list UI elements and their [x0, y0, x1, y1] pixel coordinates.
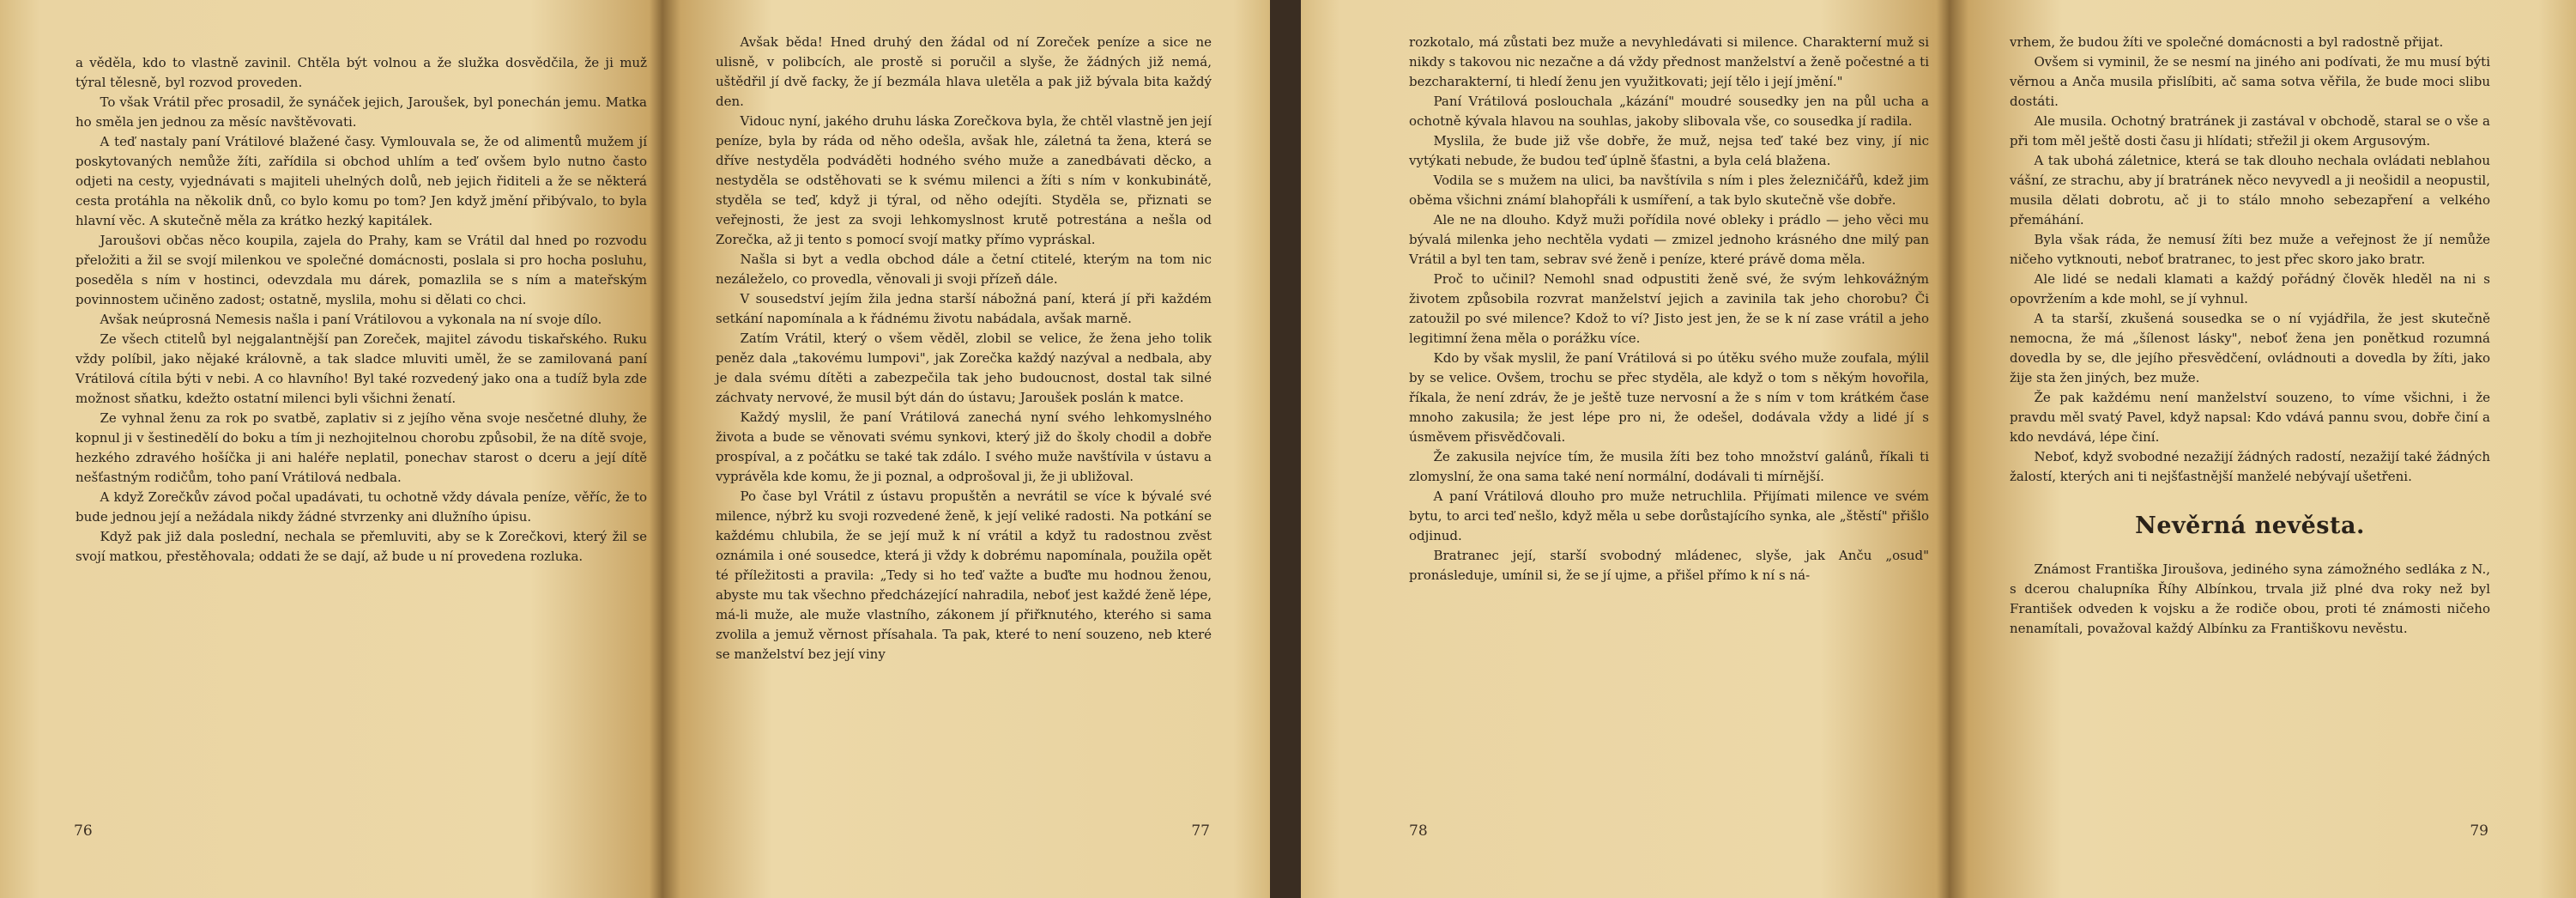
- page-body: [2010, 33, 2490, 639]
- paragraph: Bratranec její, starší svobodný mládenec, slyše, jak Anču „osud" pronásleduje, umínil si, že se jí ujme, a přišel přímo k ní s ná-: [1409, 548, 1929, 583]
- paragraph: Ale musila. Ochotný bratránek ji zastával v obchodě, staral se o vše a při tom měl ještě dosti času ji hlídati; střežil ji okem Argusovým.: [2010, 113, 2490, 149]
- page-79: [1950, 0, 2576, 898]
- paragraph: a věděla, kdo to vlastně zavinil. Chtěla být volnou a že služka dosvědčila, že ji muž týral tělesně, byl rozvod proveden.: [76, 55, 647, 90]
- page-76: [0, 0, 662, 898]
- paragraph: Po čase byl Vrátil z ústavu propuštěn a nevrátil se více k bývalé své milence, nýbrž ku svoji rozvedené ženě, k její veliké radosti. Na potkání se každému chlubila, že se její muž k ní vrátil a když tu radostnou zvěst oznámila i oné sousedce, která ji vždy k dobrému napomínala, použila opět té příležitosti a pravila: „Tedy si ho teď važte a buďte mu hodnou ženou, abyste mu tak všechno předcházející nahradila, neboť jest každé ženě lépe, má-li muže, ale muže vlastního, zákonem jí přiřknutého, kterého si sama zvolila a jemuž věrnost přísahala. Ta pak, které to není souzeno, neb které se manželství bez její viny: [716, 488, 1212, 662]
- paragraph: Každý myslil, že paní Vrátilová zanechá nyní svého lehkomyslného života a bude se věnovati svému synkovi, který již do školy chodil a dobře prospíval, a z počátku se také tak zdálo. I svého muže navštívila v ústavu a vyprávěla kde komu, že ji poznal, a odprošoval ji, že ji ubližoval.: [716, 410, 1212, 484]
- paragraph: Ze všech ctitelů byl nejgalantnější pan Zoreček, majitel závodu tiskařského. Ruku vždy políbil, jako nějaké královně, a tak sladce mluviti uměl, že se zamilovaná paní Vrátilová cítila býti v nebi. A co hlavního! Byl také rozvedený jako ona a tudíž byla zde možnost sňatku, kdežto ostatní milenci byli všichni ženatí.: [76, 331, 647, 406]
- paragraph: Ze vyhnal ženu za rok po svatbě, zaplativ si z jejího věna svoje nesčetné dluhy, že kopnul ji v šestinedělí do boku a tím ji nezhojitelnou chorobu způsobil, že na dítě svoje, hezkého zdravého hošíčka ji ani haléře neplatil, ponechav starost o dceru a její dítě nešťastným rodičům, toho paní Vrátilová nedbala.: [76, 410, 647, 485]
- paragraph: Ale ne na dlouho. Když muži pořídila nové obleky i prádlo — jeho věci mu bývalá milenka jeho nechtěla vydati — zmizel jednoho krásného dne milý pan Vrátil a byl ten tam, sebrav své ženě i peníze, které právě doma měla.: [1409, 212, 1929, 267]
- paragraph: Proč to učinil? Nemohl snad odpustiti ženě své, že svým lehkovážným životem způsobila rozvrat manželství jejich a zavinila tak jeho chorobu? Či zatoužil po své milence? Kdož to ví? Jisto jest jen, že se k ní zase vrátil a jeho legitimní žena měla o porážku více.: [1409, 271, 1929, 346]
- paragraph: rozkotalo, má zůstati bez muže a nevyhledávati si milence. Charakterní muž si nikdy s takovou nic nezačne a dá vždy přednost manželství a ženě počestné a ti bezcharakterní, ti hledí ženu jen využitkovati; její tělo i její jmění.": [1409, 34, 1929, 89]
- scan-gap: [1270, 0, 1301, 898]
- paragraph: Že zakusila nejvíce tím, že musila žíti bez toho množství galánů, říkali ti zlomyslní, že ona sama také není normální, dodávali ti mírnější.: [1409, 449, 1929, 484]
- paragraph: A když Zorečkův závod počal upadávati, tu ochotně vždy dávala peníze, věříc, že to bude jednou její a nežádala nikdy žádné stvrzenky ani dlužního úpisu.: [76, 489, 647, 525]
- paragraph: Ale lidé se nedali klamati a každý pořádný člověk hleděl na ni s opovržením a kde mohl, se jí vyhnul.: [2010, 271, 2490, 306]
- page-78: [1301, 0, 1950, 898]
- paragraph: V sousedství jejím žila jedna starší nábožná paní, která jí při každém setkání napomínala a k řádnému životu nabádala, avšak marně.: [716, 291, 1212, 326]
- chapter-heading: Nevěrná nevěsta.: [2135, 513, 2365, 539]
- paragraph: vrhem, že budou žíti ve společné domácnosti a byl radostně přijat.: [2010, 34, 2444, 50]
- paragraph: Myslila, že bude již vše dobře, že muž, nejsa teď také bez viny, jí nic vytýkati nebude, že budou teď úplně šťastni, a byla celá blažena.: [1409, 133, 1929, 168]
- paragraph: Neboť, když svobodné nezažijí žádných radostí, nezažijí také žádných žalostí, kterých ani ti nejšťastnější manželé nebývají ušetřeni.: [2010, 449, 2490, 484]
- paragraph: Byla však ráda, že nemusí žíti bez muže a veřejnost že jí nemůže ničeho vytknouti, neboť bratranec, to jest přec skoro jako bratr.: [2010, 232, 2490, 267]
- paragraph: Když pak již dala poslední, nechala se přemluviti, aby se k Zorečkovi, který žil se svojí matkou, přestěhovala; oddati že se dají, až bude u ní provedena rozluka.: [76, 529, 647, 564]
- paragraph: Vidouc nyní, jakého druhu láska Zorečkova byla, že chtěl vlastně jen její peníze, byla by ráda od něho odešla, avšak hle, záletná ta žena, která se dříve nestyděla podváděti hodného svého muže a zanedbávati děcko, a nestyděla se odstěhovati se k svému milenci a žíti s ním v konkubinátě, styděla se teď, když ji týral, od něho odejíti. Styděla se, přiznati se veřejnosti, že jest za svoji lehkomyslnost krutě potrestána a nešla od Zorečka, až ji tento s pomocí svojí matky přímo vypráskal.: [716, 113, 1212, 247]
- paragraph: Ovšem si vyminil, že se nesmí na jiného ani podívati, že mu musí býti věrnou a Anča musila přislíbiti, ač sama sotva věřila, že bude moci slibu dostáti.: [2010, 54, 2490, 109]
- page-number: 79: [2470, 822, 2488, 840]
- page-number: 77: [1191, 822, 1210, 840]
- page-number: 78: [1409, 822, 1428, 840]
- paragraph: Vodila se s mužem na ulici, ba navštívila s ním i ples železničářů, kdež jim oběma všichni známí blahopřáli k usmíření, a tak bylo skutečně vše dobře.: [1409, 173, 1929, 208]
- page-77: [662, 0, 1270, 898]
- paragraph: A paní Vrátilová dlouho pro muže netruchlila. Přijímati milence ve svém bytu, to arci teď nešlo, když měla u sebe dorůstajícího synka, ale „štěstí" přišlo odjinud.: [1409, 488, 1929, 543]
- paragraph: Zatím Vrátil, který o všem věděl, zlobil se velice, že žena jeho tolik peněz dala „takovému lumpovi", jak Zorečka každý nazýval a nedbala, aby je dala svému dítěti a zabezpečila tak jeho budoucnost, dostal tak silné záchvaty nervové, že musil být dán do ústavu; Jaroušek poslán k matce.: [716, 331, 1212, 405]
- page-number: 76: [74, 822, 93, 840]
- page-body: [1409, 33, 1929, 586]
- paragraph: Našla si byt a vedla obchod dále a četní ctitelé, kterým na tom nic nezáleželo, co provedla, věnovali ji svoji přízeň dále.: [716, 252, 1212, 287]
- paragraph: Avšak neúprosná Nemesis našla i paní Vrátilovou a vykonala na ní svoje dílo.: [100, 312, 602, 327]
- paragraph: Známost Františka Jiroušova, jediného syna zámožného sedláka z N., s dcerou chalupníka Říhy Albínkou, trvala již plné dva roky než byl František odveden k vojsku a že rodiče obou, proti té známosti ničeho nenamítali, považoval každý Albínku za Františkovu nevěstu.: [2010, 561, 2490, 636]
- paragraph: Že pak každému není manželství souzeno, to víme všichni, i že pravdu měl svatý Pavel, když napsal: Kdo vdává pannu svou, dobře činí a kdo nevdává, lépe činí.: [2010, 390, 2490, 445]
- paragraph: Avšak běda! Hned druhý den žádal od ní Zoreček peníze a sice ne ulisně, v polibcích, ale prostě si poručil a slyše, že žádných již nemá, uštědřil jí dvě facky, že jí bezmála hlava uletěla a pak již bývala bita každý den.: [716, 34, 1212, 109]
- page-body: [716, 33, 1212, 664]
- paragraph: A teď nastaly paní Vrátilové blažené časy. Vymlouvala se, že od alimentů mužem jí poskytovaných nemůže žíti, zařídila si obchod uhlím a teď ovšem bylo nutno často odjeti na cesty, vyjednávati s majiteli uhelných dolů, neb jejich řiditeli a že se některá cesta protáhla na několik dnů, co bylo komu po tom? Jen když jmění přibývalo, to byla hlavní věc. A skutečně měla za krátko hezký kapitálek.: [76, 134, 647, 228]
- paragraph: To však Vrátil přec prosadil, že synáček jejich, Jaroušek, byl ponechán jemu. Matka ho směla jen jednou za měsíc navštěvovati.: [76, 94, 647, 130]
- paragraph: Paní Vrátilová poslouchala „kázání" moudré sousedky jen na půl ucha a ochotně kývala hlavou na souhlas, jakoby slibovala vše, co sousedka jí radila.: [1409, 94, 1929, 129]
- paragraph: A tak ubohá záletnice, která se tak dlouho nechala ovládati neblahou vášní, ze strachu, aby jí bratránek něco nevyvedl a ji neošidil a neopustil, musila dělati dobrotu, ač ji to stálo mnoho sebezapření a velkého přemáhání.: [2010, 153, 2490, 228]
- paragraph: A ta starší, zkušená sousedka se o ní vyjádřila, že jest skutečně nemocna, že má „šílenost lásky", neboť žena jen ponětkud rozumná dovedla by se, dle jejího přesvědčení, ovládnouti a dovedla by žíti, jako žije sta žen jiných, bez muže.: [2010, 311, 2490, 385]
- paragraph: Kdo by však myslil, že paní Vrátilová si po útěku svého muže zoufala, mýlil by se velice. Ovšem, trochu se přec styděla, ale když o tom s někým hovořila, říkala, že není zdráv, že je ještě tuze nervosní a že s ním v tom krátkém čase mnoho zakusila; že jest lépe pro ni, že odešel, dodávala vždy a lidé jí s úsměvem přisvědčovali.: [1409, 350, 1929, 445]
- paragraph: Jaroušovi občas něco koupila, zajela do Prahy, kam se Vrátil dal hned po rozvodu přeložiti a žil se svojí milenkou ve společné domácnosti, poslala si pro hocha posluhu, poseděla s ním v hostinci, odevzdala mu dárek, pomazlila se s ním a mateřským povinnostem učiněno zadost; ostatně, myslila, mohu si dělati co chci.: [76, 233, 647, 307]
- page-body: [76, 53, 647, 567]
